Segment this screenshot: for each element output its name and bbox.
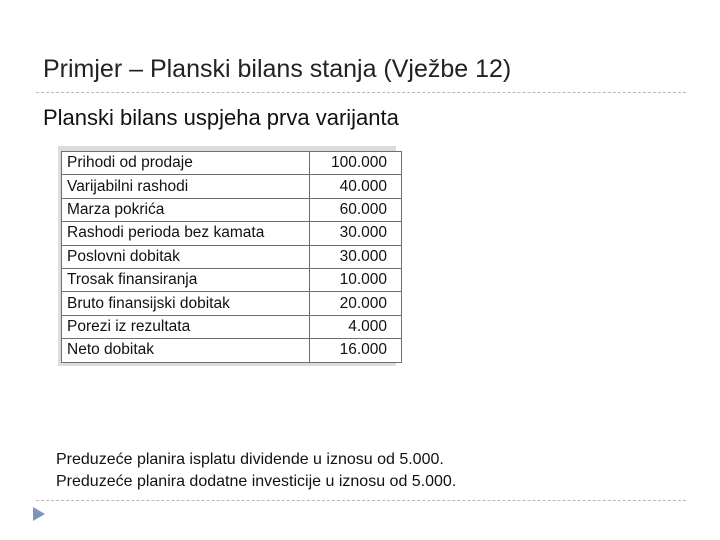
row-label: Trosak finansiranja	[62, 268, 310, 291]
table-row	[62, 198, 402, 221]
row-value: 4.000	[310, 315, 402, 338]
row-label: Varijabilni rashodi	[62, 175, 310, 198]
row-label: Neto dobitak	[62, 339, 310, 362]
row-value: 16.000	[310, 339, 402, 362]
row-label: Bruto finansijski dobitak	[62, 292, 310, 315]
row-value: 10.000	[310, 268, 402, 291]
row-label: Porezi iz rezultata	[62, 315, 310, 338]
table-row	[62, 292, 402, 315]
row-value: 30.000	[310, 222, 402, 245]
table-row	[62, 268, 402, 291]
table-row	[62, 175, 402, 198]
slide-title: Primjer – Planski bilans stanja (Vježbe 12)	[43, 55, 512, 83]
table-row	[62, 222, 402, 245]
slide-subtitle: Planski bilans uspjeha prva varijanta	[43, 105, 399, 130]
note-investment: Preduzeće planira dodatne investicije u iznosu od 5.000.	[56, 473, 457, 490]
row-value: 40.000	[310, 175, 402, 198]
row-label: Rashodi perioda bez kamata	[62, 222, 310, 245]
row-value: 60.000	[310, 198, 402, 221]
title-divider	[36, 92, 686, 93]
row-value: 30.000	[310, 245, 402, 268]
table-row	[62, 315, 402, 338]
table-row	[62, 245, 402, 268]
triangle-bullet-icon	[32, 506, 46, 522]
row-value: 20.000	[310, 292, 402, 315]
footer-divider	[36, 500, 686, 501]
notes-block	[56, 449, 456, 493]
row-label: Marza pokrića	[62, 198, 310, 221]
row-label: Prihodi od prodaje	[62, 152, 310, 175]
income-statement-table	[61, 151, 402, 363]
row-label: Poslovni dobitak	[62, 245, 310, 268]
table-row	[62, 339, 402, 362]
table-row	[62, 152, 402, 175]
row-value: 100.000	[310, 152, 402, 175]
note-dividend: Preduzeće planira isplatu dividende u iznosu od 5.000.	[56, 451, 444, 468]
